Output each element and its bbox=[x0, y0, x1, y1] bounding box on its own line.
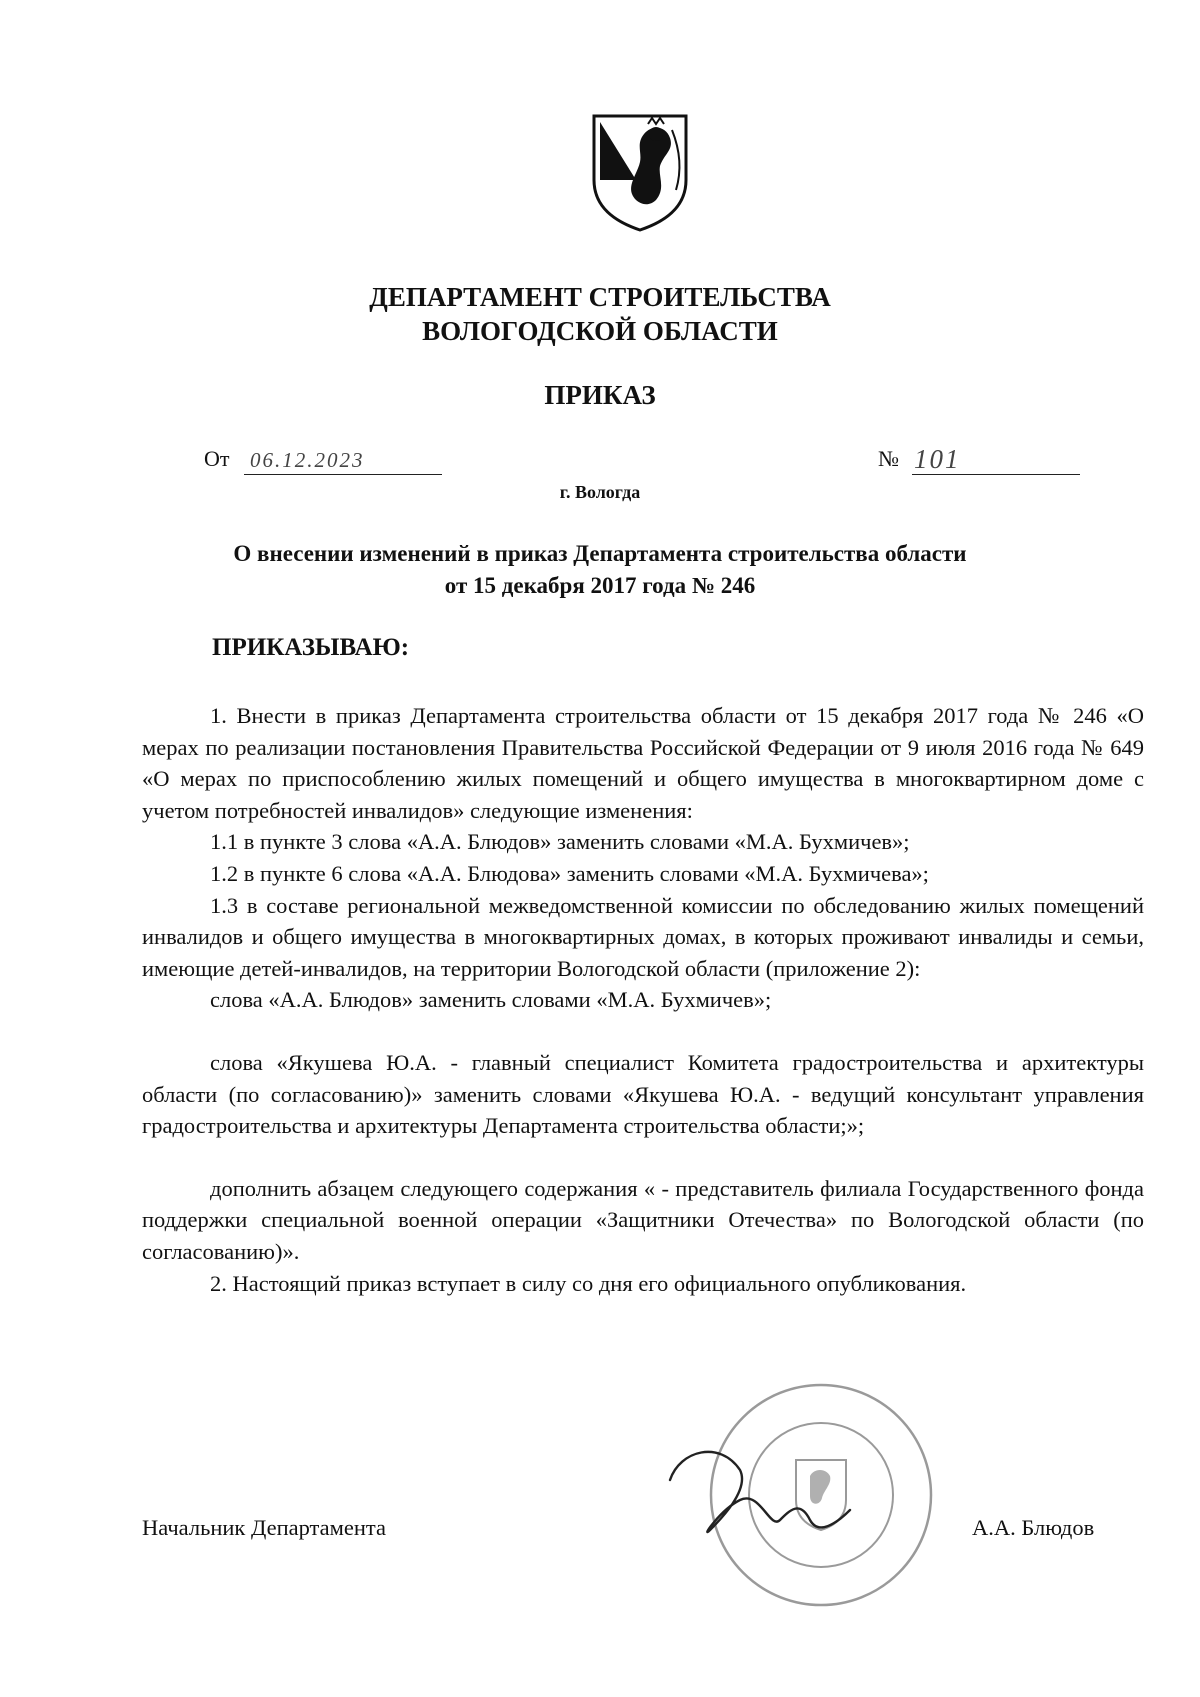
order-word: ПРИКАЗЫВАЮ: bbox=[212, 634, 410, 661]
signer-title: Начальник Департамента bbox=[142, 1515, 387, 1540]
paragraph-1-3-b: слова «Якушева Ю.А. - главный специалист Комитета градостроительства и архитектуры области (по согласованию)» заменить словами «Якушева Ю.А. - ведущий консультант управления градостроительства и архитектуры Департамента строительства области;»; bbox=[142, 1049, 1144, 1139]
date-label: От bbox=[204, 446, 230, 471]
department-name-line1: ДЕПАРТАМЕНТ СТРОИТЕЛЬСТВА bbox=[369, 282, 831, 312]
paragraph-1-3-a: слова «А.А. Блюдов» заменить словами «М.А. Бухмичев»; bbox=[210, 987, 772, 1013]
paragraph-2: 2. Настоящий приказ вступает в силу со дня его официального опубликования. bbox=[210, 1270, 967, 1296]
department-header bbox=[0, 280, 1200, 348]
date-number-row bbox=[0, 446, 1200, 486]
document-type-title: ПРИКАЗ bbox=[544, 380, 656, 410]
paragraph-1: 1. Внести в приказ Департамента строительства области от 15 декабря 2017 года № 246 «О мерах по реализации постановления Правительства Российской Федерации от 9 июля 2016 года № 649 «О мерах по приспособлению жилых помещений и общего имущества в многоквартирном доме с учетом потребностей инвалидов» следующие изменения: bbox=[142, 703, 1144, 823]
coat-of-arms-emblem bbox=[586, 110, 694, 234]
number-label: № bbox=[878, 446, 899, 471]
date-value: 06.12.2023 bbox=[250, 448, 365, 472]
document-subject bbox=[0, 538, 1200, 602]
signer-name: А.А. Блюдов bbox=[972, 1515, 1095, 1540]
paragraph-1-2: 1.2 в пункте 6 слова «А.А. Блюдова» заменить словами «М.А. Бухмичева»; bbox=[210, 860, 929, 886]
number-value: 101 bbox=[914, 444, 961, 474]
subject-line1: О внесении изменений в приказ Департамента строительства области bbox=[233, 541, 967, 566]
handwritten-signature bbox=[660, 1440, 860, 1560]
paragraph-1-3: 1.3 в составе региональной межведомственной комиссии по обследованию жилых помещений инвалидов и общего имущества в многоквартирных домах, в которых проживают инвалиды и семьи, имеющие детей-инвалидов, на территории Вологодской области (приложение 2): bbox=[142, 892, 1144, 981]
document-body bbox=[142, 700, 1144, 1299]
date-underline bbox=[244, 474, 442, 475]
subject-line2: от 15 декабря 2017 года № 246 bbox=[444, 573, 756, 598]
city-label: г. Вологда bbox=[559, 482, 641, 502]
paragraph-1-3-c: дополнить абзацем следующего содержания « - представитель филиала Государственного фонда поддержки специальной военной операции «Защитники Отечества» по Вологодской области (по согласованию)». bbox=[142, 1175, 1144, 1264]
paragraph-1-1: 1.1 в пункте 3 слова «А.А. Блюдов» заменить словами «М.А. Бухмичев»; bbox=[210, 829, 910, 855]
department-name-line2: ВОЛОГОДСКОЙ ОБЛАСТИ bbox=[422, 316, 778, 346]
